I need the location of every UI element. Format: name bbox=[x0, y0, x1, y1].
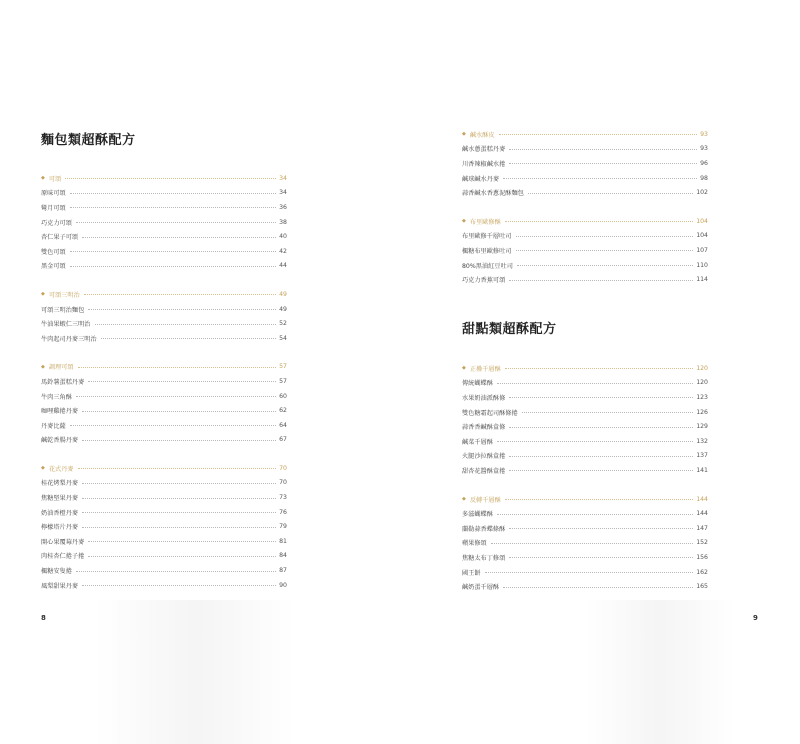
toc-entry[interactable] bbox=[462, 376, 708, 391]
dot-leader bbox=[516, 250, 694, 251]
dot-leader bbox=[528, 193, 693, 194]
toc-entry-title: 檸檬塔片丹麥 bbox=[41, 524, 79, 532]
dot-leader bbox=[509, 163, 697, 164]
toc-entry-title: 楓糖安隻捲 bbox=[41, 568, 72, 576]
toc-entry-title: 鹹球鹹水丹麥 bbox=[462, 175, 500, 183]
toc-entry-title: 80%黑油紅豆吐司 bbox=[462, 262, 513, 270]
toc-entry-title: 多滋蝴蝶酥 bbox=[462, 511, 493, 519]
toc-entry[interactable] bbox=[41, 549, 287, 564]
dot-leader bbox=[70, 425, 276, 426]
toc-page-number: 67 bbox=[279, 436, 287, 444]
toc-page-number: 81 bbox=[279, 537, 287, 545]
toc-section bbox=[462, 492, 708, 594]
toc-entry-title: 雙色糖霜起司酥條捲 bbox=[462, 409, 518, 417]
toc-entry-title: 傳統蝴蝶酥 bbox=[462, 380, 493, 388]
toc-entry-title: 原味可頌 bbox=[41, 190, 66, 198]
toc-entry[interactable] bbox=[462, 449, 708, 464]
toc-entry[interactable] bbox=[462, 434, 708, 449]
dot-leader bbox=[509, 470, 693, 471]
toc-entry[interactable] bbox=[41, 186, 287, 201]
toc-entry[interactable] bbox=[462, 142, 708, 157]
toc-section bbox=[462, 127, 708, 200]
toc-entry-title: 布里歐修千層吐司 bbox=[462, 233, 512, 241]
toc-page-number: 64 bbox=[279, 421, 287, 429]
dot-leader bbox=[497, 441, 693, 442]
toc-entry[interactable] bbox=[41, 490, 287, 505]
toc-entry-title: 鹹菜千層酥 bbox=[462, 438, 493, 446]
toc-entry-title: 牛油果蝦仁三明治 bbox=[41, 321, 91, 329]
table-of-contents bbox=[462, 361, 708, 594]
toc-page-number: 84 bbox=[279, 552, 287, 560]
toc-page-number: 73 bbox=[279, 494, 287, 502]
toc-page-number: 147 bbox=[696, 524, 708, 532]
toc-section-title: 花式丹麥 bbox=[48, 465, 74, 473]
section-marker-icon: ◆ bbox=[41, 363, 45, 370]
toc-entry-title: 肉桂杏仁捲子捲 bbox=[41, 553, 85, 561]
toc-entry[interactable] bbox=[41, 563, 287, 578]
toc-entry[interactable] bbox=[462, 536, 708, 551]
toc-page-number: 34 bbox=[279, 189, 287, 197]
toc-page-number: 114 bbox=[696, 276, 708, 284]
dot-leader bbox=[82, 498, 276, 499]
toc-entry[interactable] bbox=[41, 403, 287, 418]
toc-entry-title: 鹹奶蛋千層酥 bbox=[462, 584, 500, 592]
toc-entry-title: 杏仁果子可頌 bbox=[41, 234, 79, 242]
dot-leader bbox=[88, 541, 276, 542]
table-of-contents bbox=[462, 127, 708, 287]
dot-leader bbox=[503, 178, 697, 179]
page-number: 9 bbox=[753, 614, 758, 622]
dot-leader bbox=[88, 556, 276, 557]
toc-entry[interactable] bbox=[462, 229, 708, 244]
right-page bbox=[400, 0, 800, 744]
toc-entry[interactable] bbox=[41, 215, 287, 230]
dot-leader bbox=[78, 468, 277, 469]
dot-leader bbox=[505, 499, 693, 500]
toc-entry-title: 牛肉起司丹麥三明治 bbox=[41, 335, 97, 343]
toc-page-number: 120 bbox=[696, 364, 708, 372]
toc-page-number: 34 bbox=[279, 174, 287, 182]
toc-entry-title: 國王餅 bbox=[462, 569, 481, 577]
toc-page-number: 76 bbox=[279, 508, 287, 516]
toc-page-number: 93 bbox=[700, 130, 708, 138]
toc-entry-title: 水果奶油派酥條 bbox=[462, 394, 506, 402]
toc-entry[interactable] bbox=[462, 565, 708, 580]
section-marker-icon: ◆ bbox=[41, 291, 45, 298]
toc-page-number: 141 bbox=[696, 466, 708, 474]
toc-entry[interactable] bbox=[41, 316, 287, 331]
toc-section bbox=[41, 287, 287, 345]
toc-section-header[interactable] bbox=[41, 360, 287, 375]
dot-leader bbox=[82, 440, 276, 441]
toc-page-number: 165 bbox=[696, 583, 708, 591]
toc-entry-title: 甜杏花醬酥盒捲 bbox=[462, 467, 506, 475]
toc-section bbox=[462, 361, 708, 478]
toc-entry[interactable] bbox=[41, 244, 287, 259]
toc-entry[interactable] bbox=[41, 374, 287, 389]
dot-leader bbox=[70, 193, 276, 194]
chapter-title: 甜點類超酥配方 bbox=[462, 322, 557, 337]
dot-leader bbox=[84, 294, 276, 295]
toc-entry[interactable] bbox=[462, 463, 708, 478]
dot-leader bbox=[522, 412, 694, 413]
toc-page-number: 40 bbox=[279, 233, 287, 241]
toc-entry[interactable] bbox=[462, 171, 708, 186]
toc-page-number: 98 bbox=[700, 174, 708, 182]
toc-entry-title: 開心果覆莓丹麥 bbox=[41, 538, 85, 546]
dot-leader bbox=[76, 571, 276, 572]
toc-section-header[interactable] bbox=[41, 461, 287, 476]
toc-section bbox=[41, 461, 287, 592]
dot-leader bbox=[499, 134, 698, 135]
toc-page-number: 36 bbox=[279, 203, 287, 211]
toc-entry[interactable] bbox=[462, 550, 708, 565]
toc-page-number: 87 bbox=[279, 567, 287, 575]
dot-leader bbox=[101, 338, 276, 339]
table-of-contents bbox=[41, 171, 287, 592]
section-marker-icon: ◆ bbox=[462, 218, 466, 225]
page-shadow bbox=[585, 600, 735, 744]
dot-leader bbox=[505, 368, 693, 369]
toc-page-number: 107 bbox=[696, 246, 708, 254]
toc-page-number: 90 bbox=[279, 581, 287, 589]
dot-leader bbox=[70, 207, 276, 208]
toc-page-number: 120 bbox=[696, 379, 708, 387]
dot-leader bbox=[509, 397, 693, 398]
toc-entry[interactable] bbox=[462, 579, 708, 594]
toc-entry-title: 馬鈴薯蛋糕丹麥 bbox=[41, 378, 85, 386]
toc-page-number: 52 bbox=[279, 320, 287, 328]
section-marker-icon: ◆ bbox=[41, 175, 45, 182]
toc-entry-title: 桂花烤梨丹麥 bbox=[41, 480, 79, 488]
toc-entry[interactable] bbox=[41, 578, 287, 593]
toc-entry[interactable] bbox=[41, 200, 287, 215]
dot-leader bbox=[88, 381, 276, 382]
toc-section-header[interactable] bbox=[462, 361, 708, 376]
toc-entry[interactable] bbox=[462, 405, 708, 420]
dot-leader bbox=[509, 427, 693, 428]
toc-entry[interactable] bbox=[41, 331, 287, 346]
toc-section bbox=[41, 360, 287, 448]
toc-page-number: 42 bbox=[279, 247, 287, 255]
dot-leader bbox=[516, 236, 694, 237]
toc-entry[interactable] bbox=[41, 534, 287, 549]
dot-leader bbox=[497, 383, 693, 384]
dot-leader bbox=[65, 178, 276, 179]
toc-entry[interactable] bbox=[462, 390, 708, 405]
toc-page-number: 137 bbox=[696, 452, 708, 460]
toc-entry-title: 川香辣椒鹹水捲 bbox=[462, 160, 506, 168]
toc-page-number: 62 bbox=[279, 407, 287, 415]
toc-section-title: 可頌三明治 bbox=[48, 291, 80, 299]
toc-entry-title: 蘭勒蒜香蝶條酥 bbox=[462, 525, 506, 533]
page-shadow bbox=[95, 600, 295, 744]
toc-entry-title: 焦糖太布丁修頌 bbox=[462, 554, 506, 562]
dot-leader bbox=[95, 324, 277, 325]
toc-page-number: 38 bbox=[279, 218, 287, 226]
dot-leader bbox=[509, 528, 693, 529]
page-number: 8 bbox=[41, 614, 46, 622]
dot-leader bbox=[82, 411, 276, 412]
toc-section bbox=[462, 214, 708, 287]
toc-page-number: 54 bbox=[279, 334, 287, 342]
toc-page-number: 60 bbox=[279, 392, 287, 400]
section-marker-icon: ◆ bbox=[462, 131, 466, 138]
toc-page-number: 57 bbox=[279, 363, 287, 371]
toc-entry[interactable] bbox=[462, 156, 708, 171]
dot-leader bbox=[76, 222, 276, 223]
dot-leader bbox=[82, 527, 276, 528]
toc-entry[interactable] bbox=[41, 302, 287, 317]
toc-entry[interactable] bbox=[462, 419, 708, 434]
toc-page-number: 144 bbox=[696, 495, 708, 503]
toc-section-title: 可頌 bbox=[48, 175, 62, 183]
toc-page-number: 129 bbox=[696, 423, 708, 431]
section-marker-icon: ◆ bbox=[462, 496, 466, 503]
toc-entry-title: 蒜香香鹹酥盒條 bbox=[462, 424, 506, 432]
toc-page-number: 156 bbox=[696, 553, 708, 561]
dot-leader bbox=[76, 396, 276, 397]
toc-section-title: 鹹水酥皮 bbox=[469, 131, 495, 139]
dot-leader bbox=[70, 251, 276, 252]
toc-page-number: 126 bbox=[696, 408, 708, 416]
toc-page-number: 152 bbox=[696, 539, 708, 547]
toc-page-number: 144 bbox=[696, 510, 708, 518]
dot-leader bbox=[497, 514, 693, 515]
toc-page-number: 57 bbox=[279, 377, 287, 385]
section-marker-icon: ◆ bbox=[462, 365, 466, 372]
dot-leader bbox=[491, 543, 693, 544]
toc-entry-title: 蘋果修頌 bbox=[462, 540, 487, 548]
toc-section-title: 正疊千層酥 bbox=[469, 365, 501, 373]
dot-leader bbox=[509, 456, 693, 457]
dot-leader bbox=[70, 266, 276, 267]
toc-entry-title: 焦糖堅果丹麥 bbox=[41, 495, 79, 503]
toc-section-title: 布里歐修酥 bbox=[469, 218, 501, 226]
dot-leader bbox=[78, 367, 277, 368]
section-marker-icon: ◆ bbox=[41, 465, 45, 472]
toc-entry-title: 巧克力可頌 bbox=[41, 219, 72, 227]
dot-leader bbox=[505, 221, 693, 222]
toc-entry[interactable] bbox=[462, 185, 708, 200]
toc-entry-title: 黑金可頌 bbox=[41, 263, 66, 271]
toc-entry-title: 風梨甜果丹麥 bbox=[41, 582, 79, 590]
toc-section-header[interactable] bbox=[41, 287, 287, 302]
toc-entry-title: 蒜香鹹水香蔥泥酥麵包 bbox=[462, 190, 524, 198]
dot-leader bbox=[82, 483, 276, 484]
dot-leader bbox=[509, 280, 693, 281]
dot-leader bbox=[82, 512, 276, 513]
toc-entry[interactable] bbox=[41, 418, 287, 433]
dot-leader bbox=[503, 587, 693, 588]
toc-entry[interactable] bbox=[41, 433, 287, 448]
toc-entry[interactable] bbox=[462, 243, 708, 258]
toc-page-number: 132 bbox=[696, 437, 708, 445]
toc-page-number: 70 bbox=[279, 479, 287, 487]
toc-entry[interactable] bbox=[462, 272, 708, 287]
dot-leader bbox=[485, 572, 694, 573]
toc-entry-title: 彎月可頌 bbox=[41, 204, 66, 212]
toc-section-header[interactable] bbox=[462, 214, 708, 229]
toc-entry[interactable] bbox=[41, 229, 287, 244]
toc-section-title: 反轉千層酥 bbox=[469, 496, 501, 504]
toc-page-number: 93 bbox=[700, 145, 708, 153]
dot-leader bbox=[509, 149, 697, 150]
toc-entry[interactable] bbox=[41, 476, 287, 491]
toc-section-title: 調理可頌 bbox=[48, 364, 74, 372]
toc-entry-title: 咖哩雞捲丹麥 bbox=[41, 408, 79, 416]
toc-entry-title: 可頌三明治麵包 bbox=[41, 306, 85, 314]
toc-section bbox=[41, 171, 287, 273]
dot-leader bbox=[82, 585, 276, 586]
toc-section-header[interactable] bbox=[462, 492, 708, 507]
toc-page-number: 49 bbox=[279, 305, 287, 313]
dot-leader bbox=[517, 265, 693, 266]
toc-entry-title: 楓糖布里歐修吐司 bbox=[462, 247, 512, 255]
toc-page-number: 44 bbox=[279, 262, 287, 270]
chapter-title: 麵包類超酥配方 bbox=[41, 133, 136, 148]
toc-page-number: 123 bbox=[696, 393, 708, 401]
toc-section-header[interactable] bbox=[462, 127, 708, 142]
toc-entry[interactable] bbox=[41, 259, 287, 274]
toc-page-number: 162 bbox=[696, 568, 708, 576]
toc-page-number: 110 bbox=[696, 261, 708, 269]
dot-leader bbox=[82, 237, 276, 238]
toc-entry-title: 巧克力香蕉可頌 bbox=[462, 277, 506, 285]
toc-entry-title: 火腿沙拉酥盒捲 bbox=[462, 453, 506, 461]
toc-entry[interactable] bbox=[462, 521, 708, 536]
toc-entry-title: 牛肉三角酥 bbox=[41, 393, 72, 401]
toc-page-number: 104 bbox=[696, 217, 708, 225]
toc-page-number: 49 bbox=[279, 290, 287, 298]
toc-page-number: 70 bbox=[279, 464, 287, 472]
toc-entry[interactable] bbox=[41, 519, 287, 534]
toc-page-number: 104 bbox=[696, 232, 708, 240]
toc-entry-title: 奶油香橙丹麥 bbox=[41, 509, 79, 517]
toc-entry[interactable] bbox=[462, 506, 708, 521]
dot-leader bbox=[88, 309, 276, 310]
toc-entry-title: 雙色可頌 bbox=[41, 248, 66, 256]
toc-entry-title: 丹麥比薩 bbox=[41, 422, 66, 430]
toc-page-number: 79 bbox=[279, 523, 287, 531]
toc-section-header[interactable] bbox=[41, 171, 287, 186]
toc-page-number: 102 bbox=[696, 189, 708, 197]
toc-entry-title: 鹹乾香腸丹麥 bbox=[41, 437, 79, 445]
toc-entry[interactable] bbox=[462, 258, 708, 273]
toc-entry[interactable] bbox=[41, 389, 287, 404]
toc-page-number: 96 bbox=[700, 159, 708, 167]
dot-leader bbox=[509, 557, 693, 558]
toc-entry[interactable] bbox=[41, 505, 287, 520]
toc-entry-title: 鹹水蔥蛋糕丹麥 bbox=[462, 146, 506, 154]
